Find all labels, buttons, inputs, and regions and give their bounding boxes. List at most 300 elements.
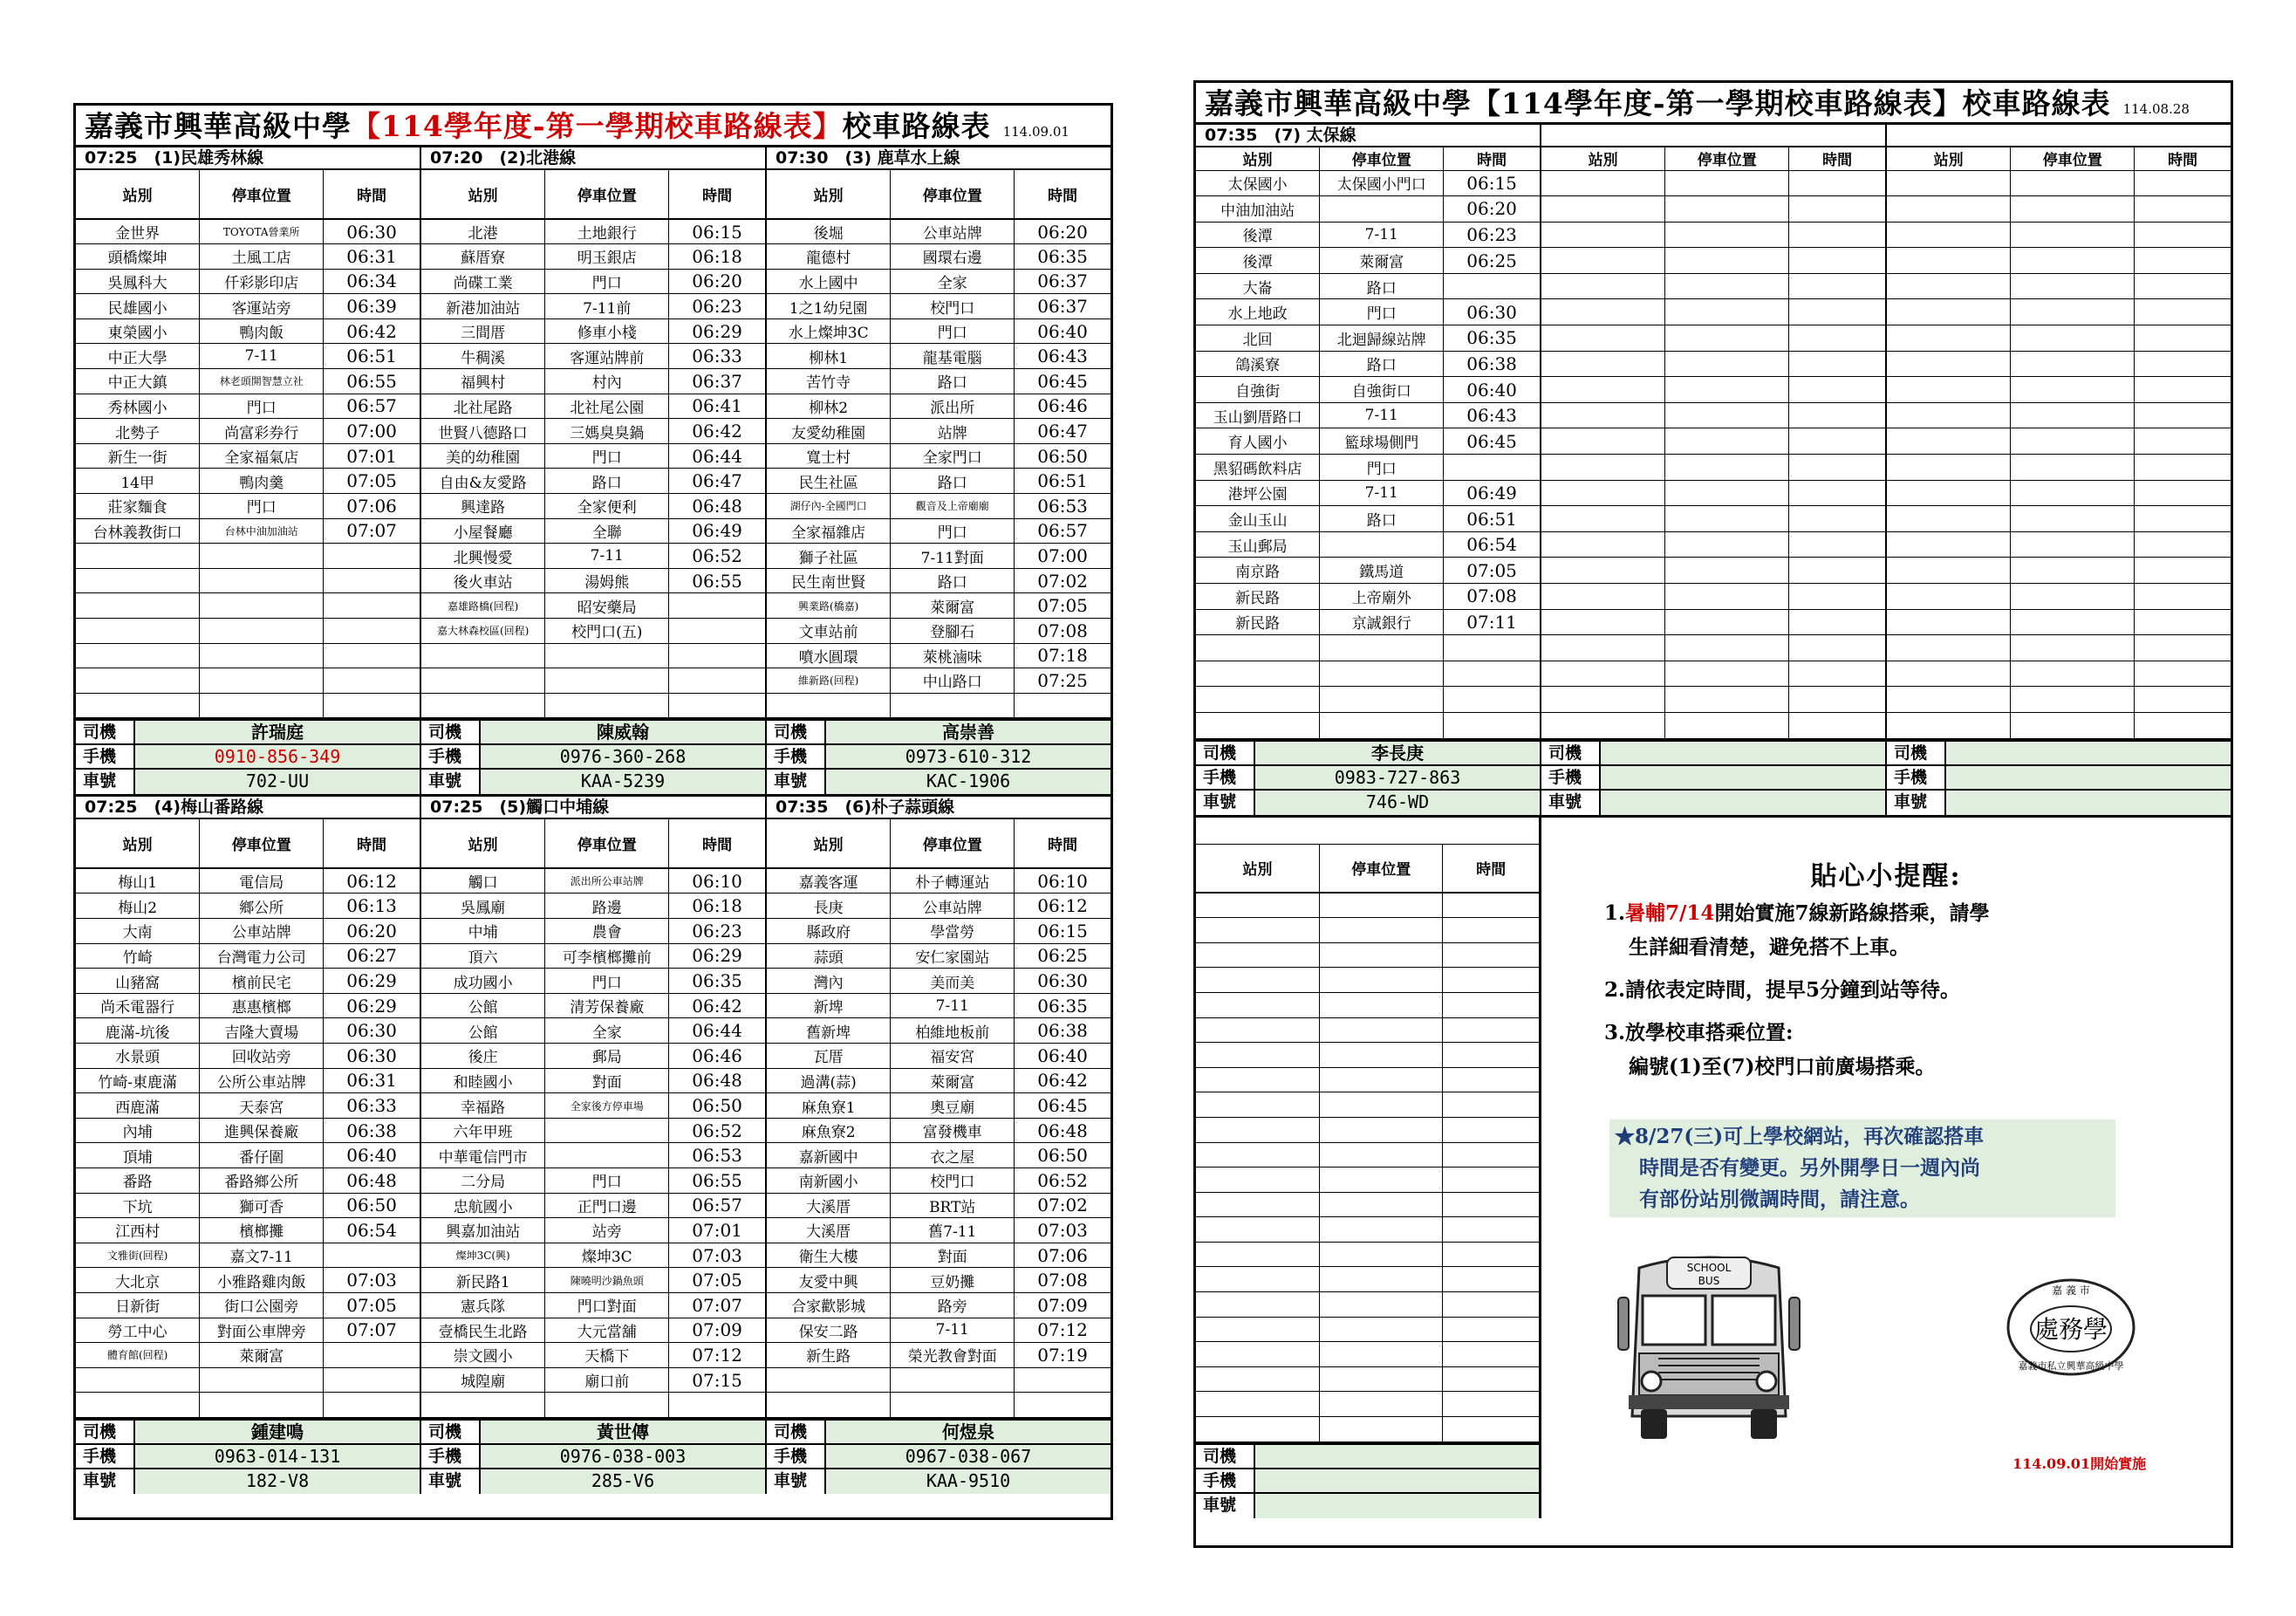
table-cell <box>324 593 420 619</box>
table-cell <box>1887 196 2011 223</box>
table-cell: 7-11 <box>545 544 669 569</box>
table-cell <box>1887 170 2011 196</box>
table-cell <box>2011 480 2135 506</box>
table-cell: 天橋下 <box>545 1343 669 1368</box>
table-row <box>421 1343 765 1368</box>
driver-phone: 0963-014-131 <box>135 1445 420 1468</box>
table-row <box>421 1193 765 1218</box>
table-cell: 大北京 <box>76 1268 200 1293</box>
table-cell: 自強街口 <box>1320 377 1444 403</box>
table-row <box>421 1243 765 1268</box>
table-cell: 06:35 <box>1015 244 1110 270</box>
phone-row <box>76 745 420 770</box>
table-cell <box>324 643 420 668</box>
table-cell <box>1319 1292 1442 1318</box>
table-cell: 北迴歸線站牌 <box>1320 325 1444 352</box>
table-cell <box>891 693 1015 718</box>
table-cell: 榮光教會對面 <box>891 1343 1015 1368</box>
table-cell: 鴨肉羹 <box>200 469 324 494</box>
table-cell: 全家 <box>891 269 1015 294</box>
table-cell: 06:20 <box>324 919 420 944</box>
table-row <box>767 1143 1110 1168</box>
table-row <box>1196 1217 1539 1243</box>
table-cell: 港坪公園 <box>1196 480 1320 506</box>
table-cell: 門口 <box>545 1168 669 1194</box>
table-cell: 全家便利 <box>545 494 669 519</box>
table-cell <box>200 668 324 694</box>
table-cell: 06:47 <box>1015 419 1110 444</box>
table-row <box>1196 402 1540 428</box>
table-row <box>1541 299 1885 325</box>
table-cell <box>2135 273 2231 299</box>
table-cell: 玉山郵局 <box>1196 531 1320 558</box>
right-title <box>1205 81 2111 122</box>
table-cell <box>891 1367 1015 1393</box>
table-cell: 陳曉明沙鍋魚頭 <box>545 1268 669 1293</box>
table-cell <box>2135 480 2231 506</box>
reminder-title: 貼心小提醒: <box>1810 860 1962 892</box>
col-header-position: 停車位置 <box>200 170 324 219</box>
table-cell: 門口對面 <box>545 1292 669 1318</box>
table-cell <box>1541 325 1665 352</box>
right-version: 114.08.28 <box>2122 101 2190 117</box>
table-cell <box>1443 1292 1539 1318</box>
table-cell <box>1789 222 1885 248</box>
table-cell: 門口 <box>1320 299 1444 325</box>
table-cell: 大溪厝 <box>767 1218 891 1243</box>
table-row <box>1887 661 2231 687</box>
table-row <box>1887 712 2231 738</box>
notice-line-2: 時間是否有變更。另外開學日一週內尚 <box>1639 1155 1980 1180</box>
phone-row <box>76 1445 420 1469</box>
table-row <box>1196 968 1539 993</box>
driver-phone: 0976-360-268 <box>481 745 765 768</box>
route-header: 07:25 (1)民雄秀林線 <box>76 147 420 170</box>
table-row <box>1196 480 1540 506</box>
table-row <box>76 568 420 593</box>
table-row <box>767 1243 1110 1268</box>
table-cell: 縣政府 <box>767 919 891 944</box>
table-row <box>767 919 1110 944</box>
table-cell: 育人國小 <box>1196 428 1320 455</box>
table-cell <box>1196 1366 1319 1392</box>
table-header-row <box>76 819 420 868</box>
table-cell: 07:05 <box>324 1292 420 1318</box>
table-cell <box>1665 635 1789 661</box>
table-cell <box>2135 531 2231 558</box>
table-cell: 南新國小 <box>767 1168 891 1194</box>
table-row <box>767 344 1110 369</box>
table-cell <box>2135 558 2231 584</box>
table-row <box>1196 377 1540 403</box>
table-cell <box>2011 687 2135 713</box>
table-cell: 07:08 <box>1015 619 1110 644</box>
table-cell: BRT站 <box>891 1193 1015 1218</box>
driver-info <box>767 1418 1110 1494</box>
table-cell: 校門口 <box>891 294 1015 319</box>
route-header: 07:35 (6)朴子蒜頭線 <box>767 797 1110 819</box>
table-cell: 06:34 <box>324 269 420 294</box>
table-cell: 06:30 <box>324 1018 420 1044</box>
table-cell <box>1541 170 1665 196</box>
table-cell: 06:43 <box>1015 344 1110 369</box>
table-cell <box>1665 480 1789 506</box>
table-cell: 台灣電力公司 <box>200 943 324 969</box>
driver-row <box>76 1421 420 1445</box>
table-cell <box>1443 1317 1539 1342</box>
table-cell: 06:44 <box>669 1018 765 1044</box>
table-cell: 竹崎 <box>76 943 200 969</box>
driver-row <box>1887 742 2231 766</box>
table-cell <box>1665 687 1789 713</box>
table-cell: 頂六 <box>421 943 545 969</box>
table-row <box>1887 428 2231 455</box>
driver-label: 司機 <box>767 721 826 743</box>
table-cell <box>2135 299 2231 325</box>
table-cell: 派出所 <box>891 394 1015 419</box>
table-cell: 07:07 <box>669 1292 765 1318</box>
table-cell: 水上地政 <box>1196 299 1320 325</box>
table-row <box>1196 635 1540 661</box>
table-row <box>421 643 765 668</box>
table-row <box>1196 918 1539 943</box>
table-cell: 鹿滿-坑後 <box>76 1018 200 1044</box>
table-cell <box>1196 1267 1319 1292</box>
col-header-station: 站別 <box>767 819 891 868</box>
table-cell <box>1887 402 2011 428</box>
table-cell: 公車站牌 <box>891 219 1015 244</box>
reminder-item <box>1604 896 1989 964</box>
table-cell: 番路鄉公所 <box>200 1168 324 1194</box>
table-cell: 萊桃滷味 <box>891 643 1015 668</box>
table-cell <box>76 1393 200 1418</box>
table-cell: 06:37 <box>669 369 765 394</box>
table-cell: 路口 <box>891 369 1015 394</box>
table-row <box>421 369 765 394</box>
table-cell: 07:07 <box>324 1318 420 1343</box>
table-cell: 06:23 <box>1444 222 1540 248</box>
table-row <box>421 1118 765 1143</box>
table-row <box>421 469 765 494</box>
table-cell <box>1789 687 1885 713</box>
table-row <box>1887 299 2231 325</box>
table-cell <box>76 643 200 668</box>
table-cell <box>1541 273 1665 299</box>
table-row <box>76 269 420 294</box>
right-title-term: 【114學年度-第一學期校車路線表】 <box>1472 86 1963 120</box>
table-row <box>1196 325 1540 352</box>
table-row <box>767 394 1110 419</box>
table-cell <box>1443 918 1539 943</box>
table-cell: 水上國中 <box>767 269 891 294</box>
table-cell: 公車站牌 <box>891 894 1015 919</box>
table-cell <box>545 693 669 718</box>
table-row <box>1196 1067 1539 1092</box>
table-cell <box>1541 635 1665 661</box>
stop-table <box>1541 147 1885 739</box>
driver-label: 司機 <box>1541 742 1601 764</box>
table-cell: 嘉大林森校區(回程) <box>421 619 545 644</box>
table-row <box>1887 558 2231 584</box>
table-cell: 龍基電腦 <box>891 344 1015 369</box>
table-row <box>421 1393 765 1418</box>
table-cell <box>324 619 420 644</box>
table-cell: 07:09 <box>669 1318 765 1343</box>
table-row <box>421 269 765 294</box>
driver-name: 陳威翰 <box>481 721 765 743</box>
table-cell: 07:02 <box>1015 568 1110 593</box>
table-cell <box>1196 635 1320 661</box>
table-cell: 對面 <box>545 1068 669 1093</box>
table-cell: 06:48 <box>669 1068 765 1093</box>
left-version: 114.09.01 <box>1002 124 1069 140</box>
table-cell <box>1541 351 1665 377</box>
bus-sign-top: SCHOOL <box>1686 1261 1732 1274</box>
plate-label: 車號 <box>76 1469 135 1494</box>
table-cell <box>324 1393 420 1418</box>
table-cell <box>324 693 420 718</box>
table-cell: 勞工中心 <box>76 1318 200 1343</box>
driver-phone: 0976-038-003 <box>481 1445 765 1468</box>
table-cell <box>1789 299 1885 325</box>
table-cell <box>1319 1092 1442 1118</box>
table-cell: 06:52 <box>1015 1168 1110 1194</box>
driver-name: 許瑞庭 <box>135 721 420 743</box>
table-row <box>421 619 765 644</box>
table-cell: 公車站牌 <box>200 919 324 944</box>
table-cell: 06:52 <box>669 544 765 569</box>
table-cell <box>1196 1292 1319 1318</box>
table-row <box>1541 506 1885 532</box>
table-row <box>421 1068 765 1093</box>
table-cell: 忠航國小 <box>421 1193 545 1218</box>
col-header-station: 站別 <box>421 819 545 868</box>
table-row <box>1887 273 2231 299</box>
table-cell: 二分局 <box>421 1168 545 1194</box>
table-cell: 番路 <box>76 1168 200 1194</box>
table-row <box>767 419 1110 444</box>
table-cell: 後潭 <box>1196 248 1320 274</box>
table-cell <box>2011 325 2135 352</box>
table-cell: 苦竹寺 <box>767 369 891 394</box>
table-cell: 安仁家園站 <box>891 943 1015 969</box>
table-cell: 長庚 <box>767 894 891 919</box>
table-row <box>767 1168 1110 1194</box>
table-row <box>76 593 420 619</box>
table-row <box>767 868 1110 894</box>
table-cell: 過溝(蒜) <box>767 1068 891 1093</box>
table-cell <box>1665 584 1789 610</box>
phone-row <box>421 745 765 770</box>
table-cell <box>1319 1267 1442 1292</box>
table-cell: 奧豆廟 <box>891 1093 1015 1119</box>
table-cell <box>1789 455 1885 481</box>
table-cell: 北社尾路 <box>421 394 545 419</box>
table-row <box>76 943 420 969</box>
reminder-panel <box>1541 818 2231 1518</box>
table-cell: 獅子社區 <box>767 544 891 569</box>
table-row <box>421 1093 765 1119</box>
table-cell: 路口 <box>545 469 669 494</box>
table-cell <box>1665 609 1789 635</box>
table-cell: 中正大學 <box>76 344 200 369</box>
table-row <box>1196 1292 1539 1318</box>
driver-label: 手機 <box>1887 766 1946 789</box>
table-cell <box>2135 687 2231 713</box>
table-cell: 林老頭開智慧立社 <box>200 369 324 394</box>
table-cell <box>767 1393 891 1418</box>
table-cell: 中正大鎮 <box>76 369 200 394</box>
table-cell: 文雅街(回程) <box>76 1243 200 1268</box>
table-cell <box>1444 712 1540 738</box>
table-cell: 06:48 <box>669 494 765 519</box>
table-cell: 06:29 <box>324 969 420 994</box>
seal-center-text: 處務學 <box>2033 1314 2108 1344</box>
table-cell: 寬士村 <box>767 443 891 469</box>
table-cell: 吳鳳科大 <box>76 269 200 294</box>
table-cell <box>669 619 765 644</box>
left-title <box>85 104 991 145</box>
table-row <box>1541 402 1885 428</box>
table-cell: 三媽臭臭鍋 <box>545 419 669 444</box>
table-row <box>1887 196 2231 223</box>
bus-plate: KAC-1906 <box>826 770 1110 794</box>
school-bus-icon <box>1606 1250 1812 1442</box>
table-row <box>767 1093 1110 1119</box>
table-row <box>421 318 765 344</box>
table-cell <box>1320 687 1444 713</box>
reminder-number: 2. <box>1604 977 1626 1002</box>
col-header-station: 站別 <box>1196 147 1320 170</box>
table-cell: 燦坤3C(興) <box>421 1243 545 1268</box>
table-cell: 和睦國小 <box>421 1068 545 1093</box>
table-cell <box>1196 893 1319 918</box>
table-row <box>1196 428 1540 455</box>
table-row <box>76 1343 420 1368</box>
table-cell <box>1887 661 2011 687</box>
stop-table <box>1196 844 1539 1442</box>
table-cell: 土地銀行 <box>545 219 669 244</box>
right-blank-route <box>1196 818 1541 1518</box>
table-row <box>76 1268 420 1293</box>
driver-info <box>1887 739 2231 815</box>
driver-row <box>1196 1469 1539 1494</box>
table-cell <box>1196 942 1319 968</box>
table-cell <box>1443 942 1539 968</box>
col-header-position: 停車位置 <box>891 170 1015 219</box>
table-cell <box>1443 1392 1539 1417</box>
table-cell <box>1444 687 1540 713</box>
table-cell <box>2011 170 2135 196</box>
table-cell <box>1665 170 1789 196</box>
table-row <box>421 868 765 894</box>
table-cell: 合家歡影城 <box>767 1292 891 1318</box>
table-row <box>1887 635 2231 661</box>
right-title-suffix: 校車路線表 <box>1962 86 2111 120</box>
table-cell <box>1319 1366 1442 1392</box>
table-cell: 萊爾富 <box>891 1068 1015 1093</box>
table-row <box>76 544 420 569</box>
table-cell: 路口 <box>891 469 1015 494</box>
table-cell: 07:12 <box>669 1343 765 1368</box>
table-cell <box>200 693 324 718</box>
table-cell <box>324 1343 420 1368</box>
table-cell <box>545 643 669 668</box>
table-row <box>421 1044 765 1069</box>
table-cell <box>1319 1017 1442 1043</box>
table-cell <box>1196 1043 1319 1068</box>
table-row <box>1196 942 1539 968</box>
table-row <box>767 1393 1110 1418</box>
driver-row <box>421 1421 765 1445</box>
table-cell <box>2011 273 2135 299</box>
table-cell: 進興保養廠 <box>200 1118 324 1143</box>
reminder-text-cont: 編號(1)至(7)校門口前廣場搭乘。 <box>1629 1054 1936 1078</box>
table-cell: 07:07 <box>324 518 420 544</box>
table-cell <box>1541 584 1665 610</box>
table-row <box>421 394 765 419</box>
table-cell: 06:40 <box>1015 1044 1110 1069</box>
table-cell <box>1887 531 2011 558</box>
col-header-position: 停車位置 <box>891 819 1015 868</box>
table-cell <box>1887 480 2011 506</box>
col-header-position: 停車位置 <box>545 170 669 219</box>
driver-label: 司機 <box>1196 742 1255 764</box>
table-cell <box>1443 968 1539 993</box>
table-row <box>76 919 420 944</box>
table-cell: 路口 <box>1320 506 1444 532</box>
table-cell: 06:55 <box>669 568 765 593</box>
table-cell: 07:00 <box>324 419 420 444</box>
route-header: 07:25 (5)觸口中埔線 <box>421 797 765 819</box>
driver-phone: 0983-727-863 <box>1255 766 1540 789</box>
driver-label: 司機 <box>767 1421 826 1443</box>
plate-label: 車號 <box>767 770 826 794</box>
table-cell: 萊爾富 <box>200 1343 324 1368</box>
table-cell: 日新街 <box>76 1292 200 1318</box>
table-cell <box>1541 428 1665 455</box>
table-row <box>1196 506 1540 532</box>
left-sheet <box>73 103 1113 1520</box>
table-cell: 鴿溪寮 <box>1196 351 1320 377</box>
table-cell: 07:06 <box>324 494 420 519</box>
table-cell: 牛稠溪 <box>421 344 545 369</box>
reminder-highlight: 暑輔7/14 <box>1625 900 1715 925</box>
driver-row <box>1541 791 1885 815</box>
table-cell <box>1887 712 2011 738</box>
table-cell: 07:15 <box>669 1367 765 1393</box>
table-cell <box>200 568 324 593</box>
table-row <box>76 894 420 919</box>
table-row <box>767 318 1110 344</box>
right-sheet <box>1193 80 2233 1548</box>
table-cell <box>2011 351 2135 377</box>
notice-line-3: 有部份站別微調時間，請注意。 <box>1639 1187 1920 1211</box>
table-cell: 幸福路 <box>421 1093 545 1119</box>
notice-box <box>1609 1120 2115 1217</box>
driver-value <box>1601 742 1885 764</box>
table-row <box>1887 506 2231 532</box>
table-cell: 北社尾公園 <box>545 394 669 419</box>
col-header-station: 站別 <box>76 170 200 219</box>
table-cell <box>200 643 324 668</box>
plate-label: 車號 <box>1196 791 1255 815</box>
table-cell: 全家福雜店 <box>767 518 891 544</box>
table-row <box>767 518 1110 544</box>
table-cell <box>1443 1092 1539 1118</box>
table-row <box>1196 609 1540 635</box>
table-row <box>1196 1417 1539 1442</box>
